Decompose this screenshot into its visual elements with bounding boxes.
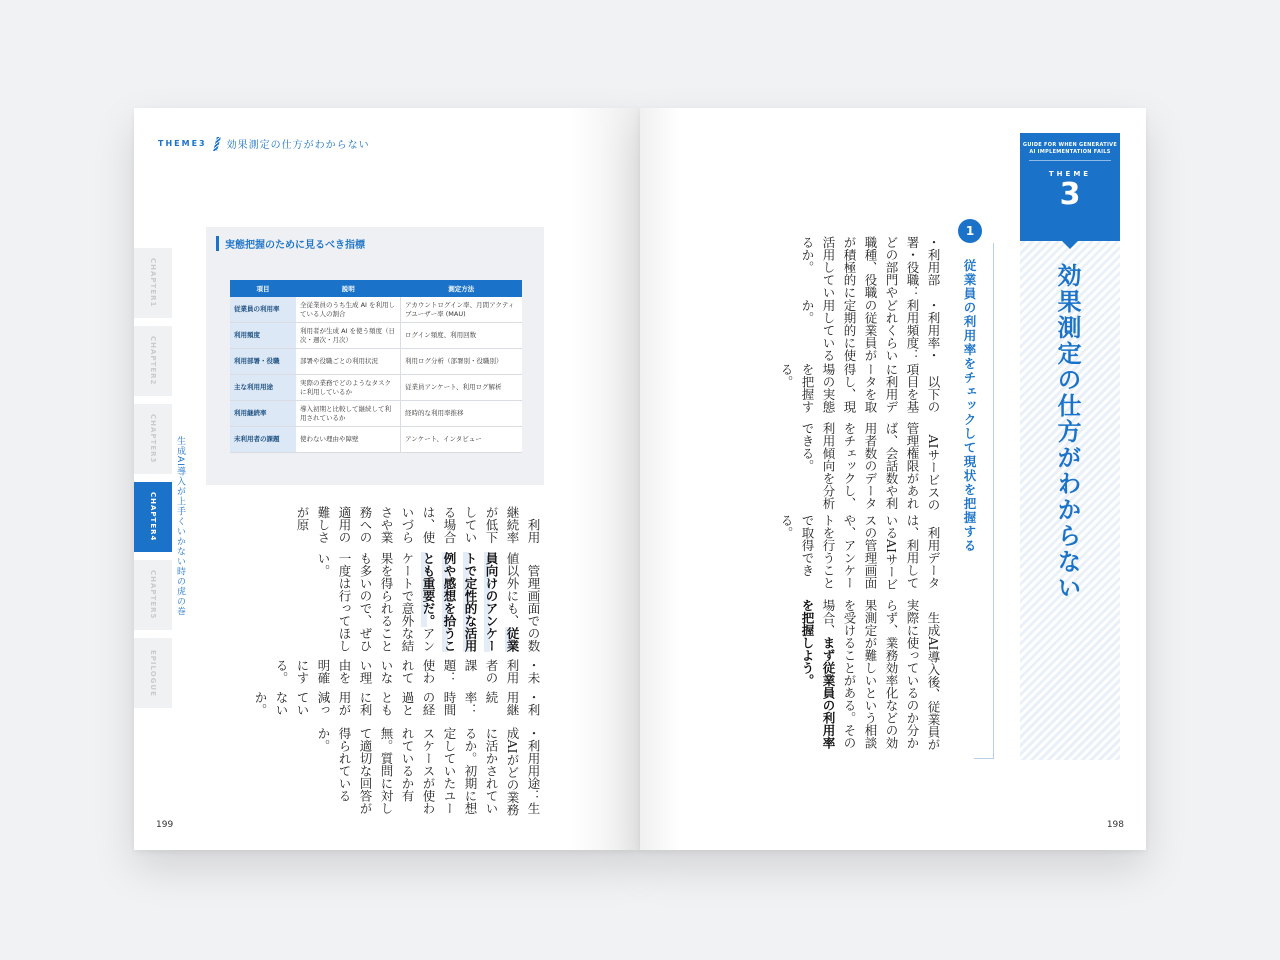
section-title: 従業員の利用率をチェックして現状を把握する	[962, 259, 977, 553]
chapter-tabs	[134, 248, 172, 716]
body-paragraph	[202, 506, 544, 552]
body-paragraph	[730, 363, 944, 422]
table-cell: ログイン頻度、利用回数	[401, 323, 523, 349]
chapter-tab-5[interactable]: CHAPTER5	[134, 560, 172, 630]
table-row	[230, 297, 522, 323]
chapter-tab-3[interactable]: CHAPTER3	[134, 404, 172, 474]
table-row	[230, 349, 522, 375]
theme-header-block	[1020, 133, 1120, 241]
body-text: 以下の項目を基に利用データを取得し、現場の実態を把握する。	[779, 362, 941, 413]
table-cell: 利用継続率	[230, 401, 296, 427]
table-cell: 従業員の利用率	[230, 297, 296, 323]
table-cell: 利用ログ分析（部署別・役職別）	[401, 349, 523, 375]
header-theme: THEME3	[158, 139, 207, 148]
section-number-badge: 1	[958, 219, 982, 243]
chapter-tab-1[interactable]: CHAPTER1	[134, 248, 172, 318]
header-slash-ornament	[213, 137, 221, 151]
body-paragraph	[202, 552, 544, 659]
table-cell: 全従業員のうち生成 AI を利用している人の割合	[296, 297, 401, 323]
body-text: 利用継続率が低下している場合は、使いづらさや業務への適用の難しさが原	[295, 505, 541, 544]
table-cell: 使わない理由や障壁	[296, 427, 401, 453]
body-text: 生成AI導入後、従業員が実際に使っているのか分からず、業務効率化などの効果測定が難しいという相談を受けることがある。その場合、	[821, 599, 941, 751]
table-cell: 経時的な利用率推移	[401, 401, 523, 427]
body-paragraph: ・利用継続率：時間の経過とともに利用が減っていないか。	[253, 691, 541, 717]
theme-title: 効果測定の仕方がわからない	[1053, 263, 1081, 601]
metrics-box-title: 実態把握のために見るべき指標	[216, 236, 365, 251]
body-paragraph: ・利用率・利用頻度：どれくらいの従業員が定期的に使用しているか。	[800, 299, 941, 362]
table-header-cell: 説明	[296, 280, 401, 297]
chapter-tab-4[interactable]: CHAPTER4	[134, 482, 172, 552]
left-page	[134, 108, 640, 850]
section-rule	[974, 758, 994, 759]
table-cell: 導入初期と比較して継続して利用されているか	[296, 401, 401, 427]
body-paragraph	[730, 599, 944, 756]
gutter-shadow	[640, 108, 680, 850]
table-header-cell: 測定方法	[401, 280, 523, 297]
running-header	[158, 136, 370, 151]
theme-divider	[1029, 160, 1111, 161]
table-row	[230, 427, 522, 453]
table-header-row	[230, 280, 522, 297]
section-heading	[954, 219, 994, 759]
right-body-text	[730, 236, 944, 756]
body-paragraph: ・未利用者の課題：使われていない理由を明確にする。	[274, 658, 541, 684]
left-body-text	[202, 506, 544, 818]
table-header-cell: 項目	[230, 280, 296, 297]
table-cell: 未利用者の課題	[230, 427, 296, 453]
table-cell: 主な利用用途	[230, 375, 296, 401]
table-cell: 従業員アンケート、利用ログ解析	[401, 375, 523, 401]
body-paragraph: ・利用部署・役職：どの部門や職種、役職が積極的に活用しているか。	[800, 236, 941, 299]
table-cell: 利用者が生成 AI を使う頻度（日次・週次・月次）	[296, 323, 401, 349]
table-row	[230, 375, 522, 401]
body-text: 利用データは、利用しているAIサービスの管理画面や、アンケートを行うことで取得できる。	[779, 513, 941, 591]
theme-english-caption: GUIDE FOR WHEN GENERATIVE AI IMPLEMENTATION FAILS	[1022, 142, 1118, 155]
body-paragraph: ・利用用途：生成AIがどの業務に活かされているか。初期に想定していたユースケースが使われているか有無。質問に対して適切な回答が得られているか。	[316, 726, 541, 816]
body-text: アンケートで意外な結果を得られることも多いので、ぜひ一度は行ってほしい。	[316, 551, 436, 652]
chapter-tab-epilogue[interactable]: EPILOGUE	[134, 638, 172, 708]
gutter-shadow	[570, 108, 640, 850]
table-cell: 利用頻度	[230, 323, 296, 349]
table-row	[230, 323, 522, 349]
header-title: 効果測定の仕方がわからない	[226, 140, 370, 151]
table-cell: 実際の業務でどのようなタスクに利用しているか	[296, 375, 401, 401]
page-number: 199	[156, 820, 174, 830]
theme-notch	[1062, 241, 1078, 249]
metrics-table	[230, 280, 522, 453]
body-emphasis: まず従業員の利用率を把握しよう。	[800, 599, 836, 750]
chapter-tab-2[interactable]: CHAPTER2	[134, 326, 172, 396]
table-cell: アンケート、インタビュー	[401, 427, 523, 453]
chapter-label: 生成AI導入が上手くいかない時の虎の巻	[175, 436, 185, 617]
table-cell: アカウントログイン率、月間アクティブユーザー率 (MAU)	[401, 297, 523, 323]
table-cell: 利用部署・役職	[230, 349, 296, 375]
page-number: 198	[1106, 820, 1124, 830]
theme-label: THEME	[1048, 170, 1092, 178]
theme-band	[1020, 133, 1120, 760]
body-emphasis: 従業員向けのアンケートで定性的な活用例や感想を拾うことも重要だ。	[421, 551, 520, 652]
metrics-box	[206, 227, 544, 485]
body-text: AIサービスの管理権限があれば、会話数や利用者数のデータをチェックし、利用傾向を分析できる。	[800, 422, 941, 512]
body-paragraph	[730, 422, 944, 513]
theme-number: 3	[1059, 177, 1081, 212]
section-rule	[993, 243, 994, 759]
right-page	[640, 108, 1146, 850]
table-row	[230, 401, 522, 427]
body-paragraph	[730, 514, 944, 599]
table-cell: 部署や役職ごとの利用状況	[296, 349, 401, 375]
body-text: 管理画面での数値以外にも、	[505, 551, 541, 652]
